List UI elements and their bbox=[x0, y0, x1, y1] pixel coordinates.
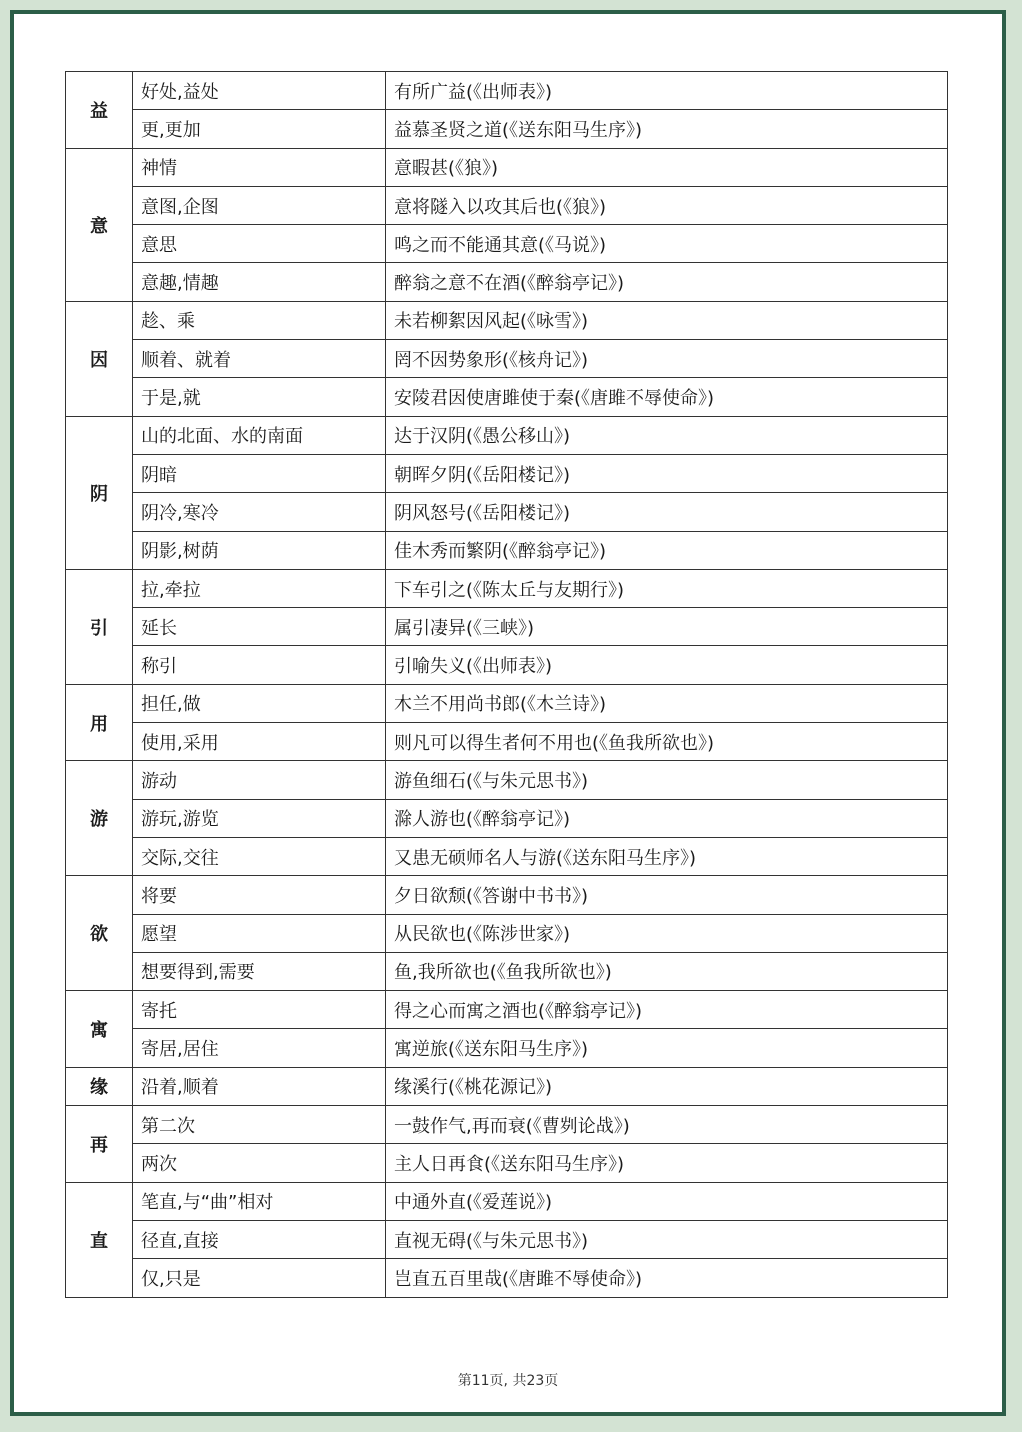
table-row bbox=[66, 1182, 948, 1220]
meaning-cell: 游玩,游览 bbox=[133, 799, 386, 837]
table-row bbox=[66, 110, 948, 148]
table-row bbox=[66, 263, 948, 301]
example-cell: 有所广益(《出师表》) bbox=[386, 72, 948, 110]
example-cell: 夕日欲颓(《答谢中书书》) bbox=[386, 876, 948, 914]
table-row bbox=[66, 876, 948, 914]
meaning-cell: 沿着,顺着 bbox=[133, 1067, 386, 1105]
meaning-cell: 笔直,与“曲”相对 bbox=[133, 1182, 386, 1220]
table-row bbox=[66, 799, 948, 837]
page-number: 第11页, 共23页 bbox=[457, 1373, 559, 1389]
example-cell: 鸣之而不能通其意(《马说》) bbox=[386, 225, 948, 263]
meaning-cell: 愿望 bbox=[133, 914, 386, 952]
meaning-cell: 趁、乘 bbox=[133, 301, 386, 339]
headword-cell: 引 bbox=[66, 569, 133, 684]
table-row bbox=[66, 684, 948, 722]
headword-cell: 因 bbox=[66, 301, 133, 416]
table-row bbox=[66, 1067, 948, 1105]
example-cell: 得之心而寓之酒也(《醉翁亭记》) bbox=[386, 991, 948, 1029]
headword-cell: 欲 bbox=[66, 876, 133, 991]
example-cell: 游鱼细石(《与朱元思书》) bbox=[386, 761, 948, 799]
headword-cell: 缘 bbox=[66, 1067, 133, 1105]
table-row bbox=[66, 723, 948, 761]
example-cell: 又患无硕师名人与游(《送东阳马生序》) bbox=[386, 837, 948, 875]
meaning-cell: 寄居,居住 bbox=[133, 1029, 386, 1067]
table-row bbox=[66, 914, 948, 952]
meaning-cell: 意趣,情趣 bbox=[133, 263, 386, 301]
meaning-cell: 阴影,树荫 bbox=[133, 531, 386, 569]
example-cell: 意暇甚(《狼》) bbox=[386, 148, 948, 186]
meaning-cell: 更,更加 bbox=[133, 110, 386, 148]
meaning-cell: 使用,采用 bbox=[133, 723, 386, 761]
example-cell: 中通外直(《爱莲说》) bbox=[386, 1182, 948, 1220]
table-row bbox=[66, 378, 948, 416]
meaning-cell: 想要得到,需要 bbox=[133, 952, 386, 990]
example-cell: 则凡可以得生者何不用也(《鱼我所欲也》) bbox=[386, 723, 948, 761]
table-row bbox=[66, 1106, 948, 1144]
example-cell: 鱼,我所欲也(《鱼我所欲也》) bbox=[386, 952, 948, 990]
example-cell: 益慕圣贤之道(《送东阳马生序》) bbox=[386, 110, 948, 148]
table-row bbox=[66, 225, 948, 263]
example-cell: 醉翁之意不在酒(《醉翁亭记》) bbox=[386, 263, 948, 301]
headword-cell: 游 bbox=[66, 761, 133, 876]
table-row bbox=[66, 454, 948, 492]
table-row bbox=[66, 1259, 948, 1297]
meaning-cell: 两次 bbox=[133, 1144, 386, 1182]
example-cell: 佳木秀而繁阴(《醉翁亭记》) bbox=[386, 531, 948, 569]
example-cell: 引喻失义(《出师表》) bbox=[386, 646, 948, 684]
table-row bbox=[66, 1144, 948, 1182]
table-row bbox=[66, 416, 948, 454]
headword-cell: 直 bbox=[66, 1182, 133, 1297]
document-page bbox=[10, 10, 1006, 1416]
meaning-cell: 于是,就 bbox=[133, 378, 386, 416]
table-row bbox=[66, 301, 948, 339]
table-row bbox=[66, 186, 948, 224]
example-cell: 罔不因势象形(《核舟记》) bbox=[386, 340, 948, 378]
table-row bbox=[66, 569, 948, 607]
example-cell: 木兰不用尚书郎(《木兰诗》) bbox=[386, 684, 948, 722]
example-cell: 从民欲也(《陈涉世家》) bbox=[386, 914, 948, 952]
meaning-cell: 意图,企图 bbox=[133, 186, 386, 224]
meaning-cell: 将要 bbox=[133, 876, 386, 914]
meaning-cell: 担任,做 bbox=[133, 684, 386, 722]
example-cell: 朝晖夕阴(《岳阳楼记》) bbox=[386, 454, 948, 492]
example-cell: 缘溪行(《桃花源记》) bbox=[386, 1067, 948, 1105]
meaning-cell: 好处,益处 bbox=[133, 72, 386, 110]
vocabulary-table bbox=[65, 71, 948, 1298]
table-row bbox=[66, 493, 948, 531]
table-row bbox=[66, 148, 948, 186]
example-cell: 下车引之(《陈太丘与友期行》) bbox=[386, 569, 948, 607]
headword-cell: 意 bbox=[66, 148, 133, 301]
table-row bbox=[66, 608, 948, 646]
example-cell: 意将隧入以攻其后也(《狼》) bbox=[386, 186, 948, 224]
example-cell: 寓逆旅(《送东阳马生序》) bbox=[386, 1029, 948, 1067]
example-cell: 未若柳絮因风起(《咏雪》) bbox=[386, 301, 948, 339]
example-cell: 滁人游也(《醉翁亭记》) bbox=[386, 799, 948, 837]
example-cell: 一鼓作气,再而衰(《曹刿论战》) bbox=[386, 1106, 948, 1144]
example-cell: 属引凄异(《三峡》) bbox=[386, 608, 948, 646]
example-cell: 岂直五百里哉(《唐雎不辱使命》) bbox=[386, 1259, 948, 1297]
meaning-cell: 第二次 bbox=[133, 1106, 386, 1144]
example-cell: 阴风怒号(《岳阳楼记》) bbox=[386, 493, 948, 531]
example-cell: 主人日再食(《送东阳马生序》) bbox=[386, 1144, 948, 1182]
table-row bbox=[66, 340, 948, 378]
headword-cell: 再 bbox=[66, 1106, 133, 1183]
meaning-cell: 拉,牵拉 bbox=[133, 569, 386, 607]
example-cell: 安陵君因使唐雎使于秦(《唐雎不辱使命》) bbox=[386, 378, 948, 416]
meaning-cell: 阴冷,寒冷 bbox=[133, 493, 386, 531]
table-row bbox=[66, 1029, 948, 1067]
meaning-cell: 意思 bbox=[133, 225, 386, 263]
table-row bbox=[66, 837, 948, 875]
meaning-cell: 径直,直接 bbox=[133, 1220, 386, 1258]
example-cell: 直视无碍(《与朱元思书》) bbox=[386, 1220, 948, 1258]
table-row bbox=[66, 991, 948, 1029]
meaning-cell: 神情 bbox=[133, 148, 386, 186]
headword-cell: 益 bbox=[66, 72, 133, 149]
meaning-cell: 交际,交往 bbox=[133, 837, 386, 875]
table-row bbox=[66, 72, 948, 110]
meaning-cell: 顺着、就着 bbox=[133, 340, 386, 378]
headword-cell: 阴 bbox=[66, 416, 133, 569]
table-row bbox=[66, 761, 948, 799]
meaning-cell: 阴暗 bbox=[133, 454, 386, 492]
meaning-cell: 寄托 bbox=[133, 991, 386, 1029]
headword-cell: 用 bbox=[66, 684, 133, 761]
table-row bbox=[66, 1220, 948, 1258]
table-row bbox=[66, 531, 948, 569]
meaning-cell: 山的北面、水的南面 bbox=[133, 416, 386, 454]
headword-cell: 寓 bbox=[66, 991, 133, 1068]
example-cell: 达于汉阴(《愚公移山》) bbox=[386, 416, 948, 454]
meaning-cell: 延长 bbox=[133, 608, 386, 646]
vocabulary-table-body bbox=[66, 72, 948, 1298]
meaning-cell: 游动 bbox=[133, 761, 386, 799]
table-row bbox=[66, 952, 948, 990]
meaning-cell: 仅,只是 bbox=[133, 1259, 386, 1297]
table-row bbox=[66, 646, 948, 684]
meaning-cell: 称引 bbox=[133, 646, 386, 684]
